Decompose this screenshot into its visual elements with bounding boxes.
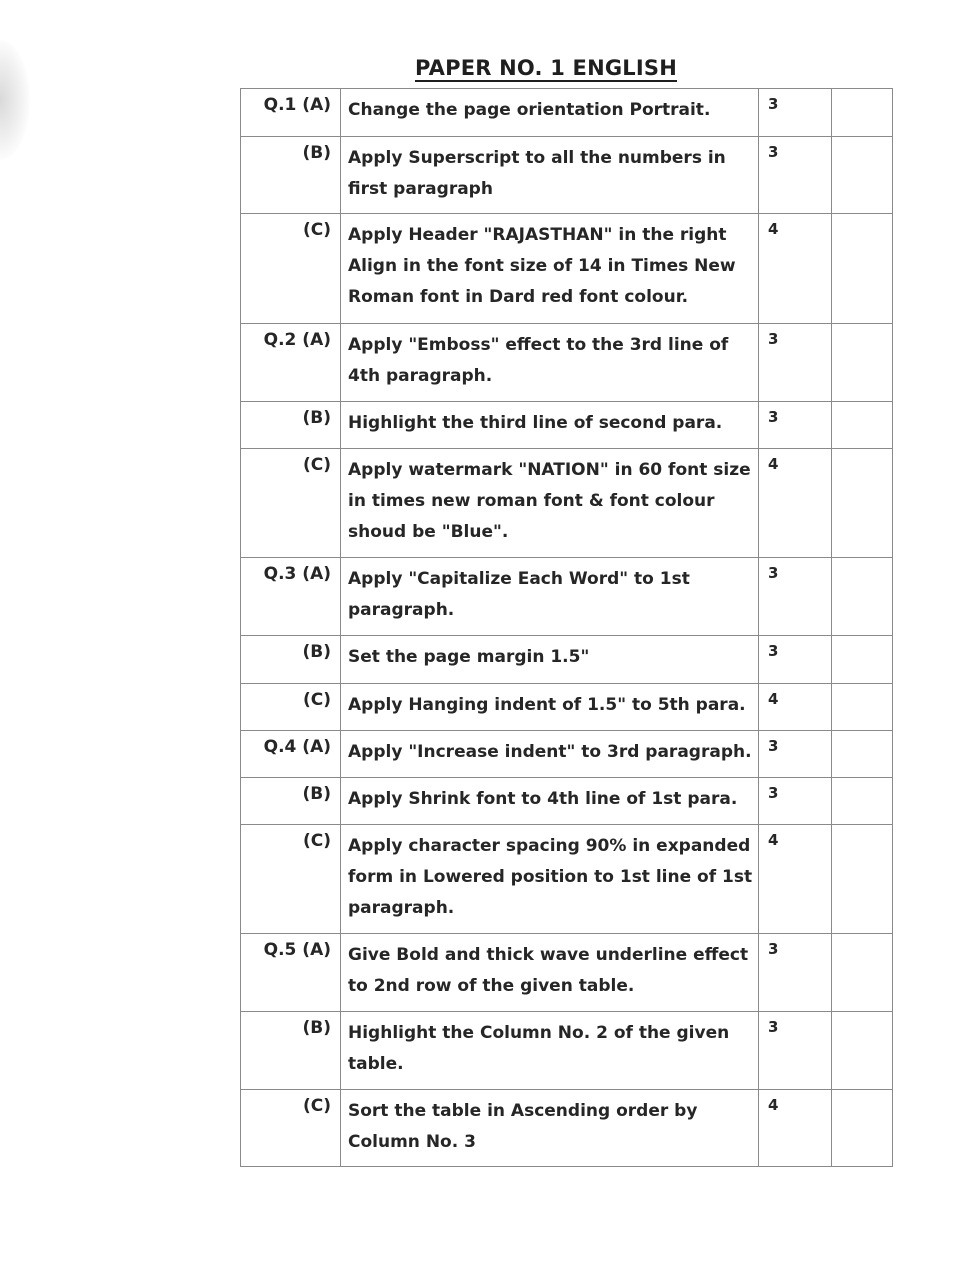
question-marks: 4 (759, 684, 832, 731)
question-marks: 3 (759, 1012, 832, 1090)
blank-cell (832, 89, 893, 137)
question-text: Apply Superscript to all the numbers in first paragraph (341, 137, 759, 214)
question-number: Q.4 (A) (241, 731, 341, 778)
question-marks: 3 (759, 89, 832, 137)
page-title-text: PAPER NO. 1 ENGLISH (415, 56, 677, 80)
question-marks: 3 (759, 137, 832, 214)
question-text: Set the page margin 1.5" (341, 636, 759, 684)
table-row (241, 934, 893, 1012)
question-text: Apply character spacing 90% in expanded form in Lowered position to 1st line of 1st paragraph. (341, 825, 759, 934)
table-row (241, 324, 893, 402)
question-marks: 3 (759, 324, 832, 402)
question-text: Highlight the third line of second para. (341, 402, 759, 449)
blank-cell (832, 934, 893, 1012)
question-text: Apply "Increase indent" to 3rd paragraph. (341, 731, 759, 778)
question-text: Apply "Capitalize Each Word" to 1st paragraph. (341, 558, 759, 636)
blank-cell (832, 449, 893, 558)
blank-cell (832, 402, 893, 449)
question-text: Apply Shrink font to 4th line of 1st para. (341, 778, 759, 825)
table-row (241, 778, 893, 825)
question-number: (B) (241, 137, 341, 214)
blank-cell (832, 778, 893, 825)
question-marks: 4 (759, 449, 832, 558)
question-number: Q.3 (A) (241, 558, 341, 636)
page-title (0, 56, 980, 80)
question-number: (B) (241, 1012, 341, 1090)
question-text: Apply Hanging indent of 1.5" to 5th para. (341, 684, 759, 731)
question-marks: 3 (759, 731, 832, 778)
table-row (241, 402, 893, 449)
blank-cell (832, 137, 893, 214)
table-row (241, 214, 893, 324)
question-marks: 3 (759, 778, 832, 825)
blank-cell (832, 731, 893, 778)
table-row (241, 1012, 893, 1090)
question-marks: 3 (759, 636, 832, 684)
question-number: (C) (241, 1090, 341, 1167)
questions-table (240, 88, 893, 1167)
table-row (241, 558, 893, 636)
blank-cell (832, 636, 893, 684)
blank-cell (832, 1090, 893, 1167)
blank-cell (832, 825, 893, 934)
question-number: (B) (241, 778, 341, 825)
table-row (241, 684, 893, 731)
table-row (241, 1090, 893, 1167)
table-row (241, 89, 893, 137)
question-marks: 4 (759, 214, 832, 324)
question-number: (C) (241, 449, 341, 558)
table-row (241, 137, 893, 214)
question-marks: 4 (759, 825, 832, 934)
blank-cell (832, 558, 893, 636)
question-number: Q.5 (A) (241, 934, 341, 1012)
question-marks: 3 (759, 402, 832, 449)
table-row (241, 825, 893, 934)
question-text: Change the page orientation Portrait. (341, 89, 759, 137)
question-marks: 3 (759, 558, 832, 636)
question-text: Apply "Emboss" effect to the 3rd line of 4th paragraph. (341, 324, 759, 402)
question-text: Give Bold and thick wave underline effect to 2nd row of the given table. (341, 934, 759, 1012)
question-number: (B) (241, 636, 341, 684)
question-marks: 3 (759, 934, 832, 1012)
question-number: (C) (241, 214, 341, 324)
question-text: Highlight the Column No. 2 of the given table. (341, 1012, 759, 1090)
question-number: (B) (241, 402, 341, 449)
table-row (241, 636, 893, 684)
table-row (241, 731, 893, 778)
blank-cell (832, 214, 893, 324)
table-row (241, 449, 893, 558)
blank-cell (832, 324, 893, 402)
question-marks: 4 (759, 1090, 832, 1167)
question-number: Q.1 (A) (241, 89, 341, 137)
question-text: Apply watermark "NATION" in 60 font size in times new roman font & font colour shoud be "Blue". (341, 449, 759, 558)
question-text: Apply Header "RAJASTHAN" in the right Align in the font size of 14 in Times New Roman font in Dard red font colour. (341, 214, 759, 324)
question-number: Q.2 (A) (241, 324, 341, 402)
question-number: (C) (241, 684, 341, 731)
question-number: (C) (241, 825, 341, 934)
blank-cell (832, 684, 893, 731)
question-text: Sort the table in Ascending order by Column No. 3 (341, 1090, 759, 1167)
blank-cell (832, 1012, 893, 1090)
